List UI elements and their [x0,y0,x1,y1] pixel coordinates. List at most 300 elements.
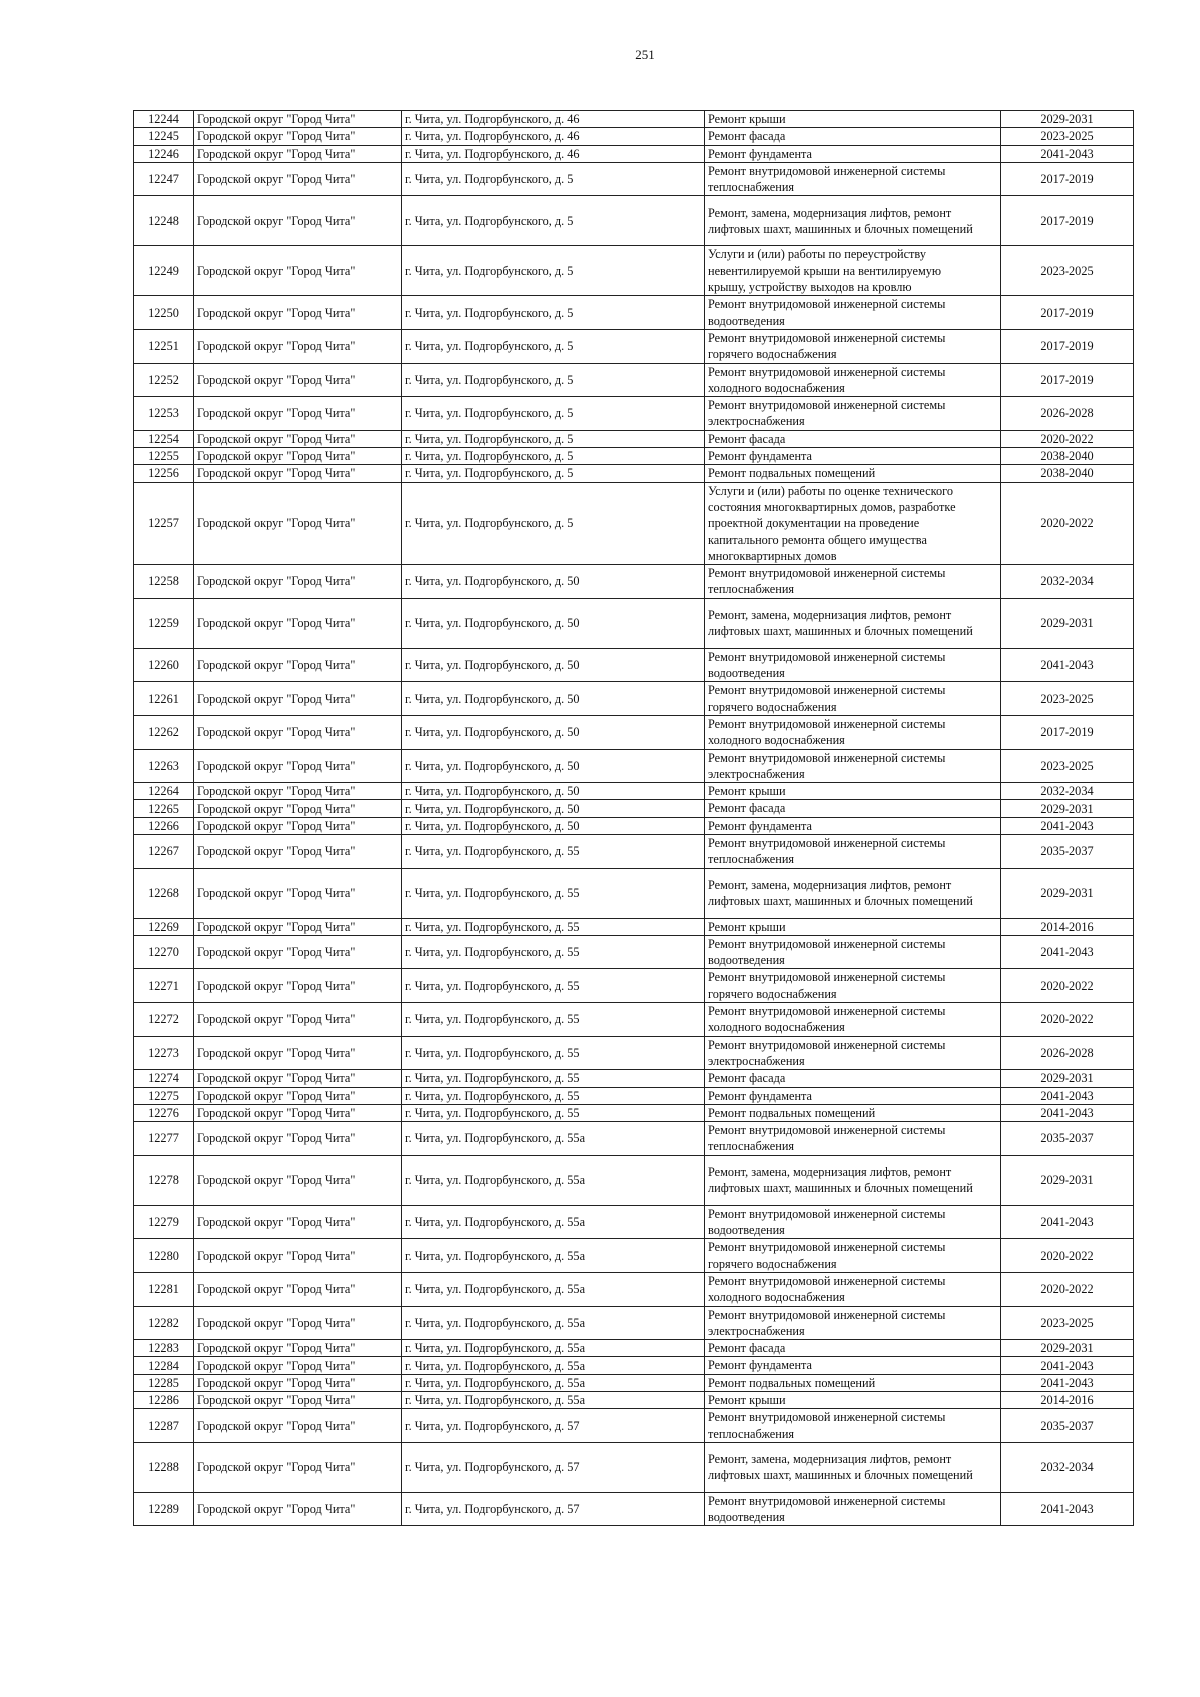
work-type-line: электроснабжения [708,1323,805,1338]
period-cell: 2041-2043 [1001,935,1134,969]
period-cell: 2026-2028 [1001,1036,1134,1070]
table-row [134,448,1134,465]
municipality-cell: Городской округ "Город Чита" [194,565,402,599]
work-type-line: Ремонт внутридомовой инженерной системы [708,683,946,698]
row-number: 12250 [134,296,194,330]
address-cell: г. Чита, ул. Подгорбунского, д. 50 [402,783,705,800]
address-cell: г. Чита, ул. Подгорбунского, д. 5 [402,296,705,330]
table-row [134,397,1134,431]
period-cell: 2026-2028 [1001,397,1134,431]
period-cell: 2038-2040 [1001,448,1134,465]
row-number: 12270 [134,935,194,969]
work-type-cell [705,1087,1001,1104]
work-type-cell [705,128,1001,145]
work-type-cell [705,1357,1001,1374]
work-type-cell [705,715,1001,749]
work-type-cell [705,1442,1001,1492]
period-cell: 2029-2031 [1001,800,1134,817]
table-row [134,145,1134,162]
municipality-cell: Городской округ "Город Чита" [194,196,402,246]
work-type-line: Ремонт подвальных помещений [708,466,876,481]
municipality-cell: Городской округ "Город Чита" [194,1374,402,1391]
row-number: 12251 [134,329,194,363]
municipality-cell: Городской округ "Город Чита" [194,598,402,648]
municipality-cell: Городской округ "Город Чита" [194,800,402,817]
row-number: 12249 [134,246,194,296]
table-row [134,1070,1134,1087]
work-type-line: Ремонт фундамента [708,449,813,464]
address-cell: г. Чита, ул. Подгорбунского, д. 55а [402,1205,705,1239]
work-type-cell [705,465,1001,482]
work-type-line: Ремонт подвальных помещений [708,1105,876,1120]
work-type-cell [705,482,1001,564]
work-type-cell [705,1239,1001,1273]
work-type-cell [705,918,1001,935]
address-cell: г. Чита, ул. Подгорбунского, д. 55 [402,1036,705,1070]
work-type-line: невентилируемой крыши на вентилируемую [708,263,942,278]
work-type-cell [705,969,1001,1003]
period-cell: 2020-2022 [1001,1272,1134,1306]
address-cell: г. Чита, ул. Подгорбунского, д. 5 [402,162,705,196]
period-cell: 2023-2025 [1001,749,1134,783]
work-type-line: Ремонт внутридомовой инженерной системы [708,1206,946,1221]
work-type-line: Ремонт внутридомовой инженерной системы [708,330,946,345]
municipality-cell: Городской округ "Город Чита" [194,1155,402,1205]
table-row [134,1374,1134,1391]
table-row [134,715,1134,749]
municipality-cell: Городской округ "Город Чита" [194,834,402,868]
work-type-line: Ремонт внутридомовой инженерной системы [708,970,946,985]
period-cell: 2041-2043 [1001,145,1134,162]
table-row [134,162,1134,196]
work-type-line: Ремонт внутридомовой инженерной системы [708,1493,946,1508]
period-cell: 2035-2037 [1001,1409,1134,1443]
work-type-cell [705,1340,1001,1357]
work-type-line: теплоснабжения [708,1426,795,1441]
row-number: 12265 [134,800,194,817]
municipality-cell: Городской округ "Город Чита" [194,1087,402,1104]
row-number: 12267 [134,834,194,868]
municipality-cell: Городской округ "Город Чита" [194,162,402,196]
work-type-cell [705,1306,1001,1340]
address-cell: г. Чита, ул. Подгорбунского, д. 55а [402,1155,705,1205]
table-row [134,969,1134,1003]
work-type-line: лифтовых шахт, машинных и блочных помещений [708,1468,973,1483]
period-cell: 2035-2037 [1001,834,1134,868]
municipality-cell: Городской округ "Город Чита" [194,682,402,716]
row-number: 12253 [134,397,194,431]
row-number: 12255 [134,448,194,465]
address-cell: г. Чита, ул. Подгорбунского, д. 5 [402,465,705,482]
work-type-line: теплоснабжения [708,1139,795,1154]
municipality-cell: Городской округ "Город Чита" [194,329,402,363]
address-cell: г. Чита, ул. Подгорбунского, д. 55а [402,1340,705,1357]
address-cell: г. Чита, ул. Подгорбунского, д. 57 [402,1442,705,1492]
work-type-cell [705,868,1001,918]
row-number: 12245 [134,128,194,145]
period-cell: 2035-2037 [1001,1122,1134,1156]
work-type-line: электроснабжения [708,766,805,781]
work-type-line: электроснабжения [708,1053,805,1068]
municipality-cell: Городской округ "Город Чита" [194,1122,402,1156]
address-cell: г. Чита, ул. Подгорбунского, д. 55 [402,1087,705,1104]
row-number: 12280 [134,1239,194,1273]
row-number: 12268 [134,868,194,918]
work-type-cell [705,145,1001,162]
period-cell: 2041-2043 [1001,1087,1134,1104]
table-row [134,868,1134,918]
table-row [134,1087,1134,1104]
table-row [134,1155,1134,1205]
address-cell: г. Чита, ул. Подгорбунского, д. 57 [402,1492,705,1526]
row-number: 12278 [134,1155,194,1205]
table-row [134,111,1134,128]
work-type-line: Услуги и (или) работы по переустройству [708,247,926,262]
work-type-cell [705,162,1001,196]
period-cell: 2020-2022 [1001,1003,1134,1037]
address-cell: г. Чита, ул. Подгорбунского, д. 5 [402,397,705,431]
work-type-line: лифтовых шахт, машинных и блочных помещений [708,894,973,909]
address-cell: г. Чита, ул. Подгорбунского, д. 55а [402,1374,705,1391]
period-cell: 2017-2019 [1001,196,1134,246]
work-type-cell [705,1070,1001,1087]
table-row [134,1357,1134,1374]
address-cell: г. Чита, ул. Подгорбунского, д. 55а [402,1272,705,1306]
table-row [134,598,1134,648]
municipality-cell: Городской округ "Город Чита" [194,363,402,397]
period-cell: 2017-2019 [1001,329,1134,363]
work-type-line: Ремонт внутридомовой инженерной системы [708,716,946,731]
period-cell: 2029-2031 [1001,598,1134,648]
table-row [134,1239,1134,1273]
municipality-cell: Городской округ "Город Чита" [194,918,402,935]
work-type-line: холодного водоснабжения [708,380,845,395]
work-type-line: капитального ремонта общего имущества [708,532,927,547]
work-type-line: Ремонт внутридомовой инженерной системы [708,364,946,379]
work-type-cell [705,682,1001,716]
work-type-cell [705,565,1001,599]
work-type-cell [705,1492,1001,1526]
work-type-line: Ремонт внутридомовой инженерной системы [708,1004,946,1019]
row-number: 12244 [134,111,194,128]
capital-repair-table [133,110,1134,1526]
work-type-line: Ремонт внутридомовой инженерной системы [708,1240,946,1255]
work-type-cell [705,111,1001,128]
work-type-line: Ремонт фасада [708,801,786,816]
work-type-line: Ремонт крыши [708,784,786,799]
municipality-cell: Городской округ "Город Чита" [194,1205,402,1239]
municipality-cell: Городской округ "Город Чита" [194,397,402,431]
work-type-line: крышу, устройству выходов на кровлю [708,280,912,295]
work-type-line: Ремонт внутридомовой инженерной системы [708,1123,946,1138]
municipality-cell: Городской округ "Город Чита" [194,128,402,145]
table-row [134,1306,1134,1340]
address-cell: г. Чита, ул. Подгорбунского, д. 5 [402,448,705,465]
table-row [134,1392,1134,1409]
address-cell: г. Чита, ул. Подгорбунского, д. 55а [402,1239,705,1273]
work-type-cell [705,598,1001,648]
work-type-line: Ремонт фундамента [708,1358,813,1373]
row-number: 12271 [134,969,194,1003]
period-cell: 2032-2034 [1001,783,1134,800]
row-number: 12262 [134,715,194,749]
municipality-cell: Городской округ "Город Чита" [194,1104,402,1121]
work-type-line: Ремонт внутридомовой инженерной системы [708,1410,946,1425]
table-row [134,246,1134,296]
table-row [134,1122,1134,1156]
municipality-cell: Городской округ "Город Чита" [194,1272,402,1306]
page-number: 251 [635,47,655,62]
row-number: 12258 [134,565,194,599]
address-cell: г. Чита, ул. Подгорбунского, д. 5 [402,329,705,363]
municipality-cell: Городской округ "Город Чита" [194,482,402,564]
table-row [134,482,1134,564]
work-type-line: водоотведения [708,1510,785,1525]
work-type-cell [705,1374,1001,1391]
municipality-cell: Городской округ "Город Чита" [194,448,402,465]
address-cell: г. Чита, ул. Подгорбунского, д. 50 [402,800,705,817]
address-cell: г. Чита, ул. Подгорбунского, д. 55а [402,1306,705,1340]
work-type-line: Ремонт внутридомовой инженерной системы [708,297,946,312]
period-cell: 2017-2019 [1001,162,1134,196]
address-cell: г. Чита, ул. Подгорбунского, д. 50 [402,682,705,716]
period-cell: 2029-2031 [1001,1155,1134,1205]
period-cell: 2041-2043 [1001,1357,1134,1374]
municipality-cell: Городской округ "Город Чита" [194,648,402,682]
row-number: 12263 [134,749,194,783]
table-row [134,834,1134,868]
address-cell: г. Чита, ул. Подгорбунского, д. 50 [402,749,705,783]
municipality-cell: Городской округ "Город Чита" [194,749,402,783]
work-type-line: Ремонт внутридомовой инженерной системы [708,750,946,765]
work-type-line: водоотведения [708,1223,785,1238]
row-number: 12254 [134,430,194,447]
municipality-cell: Городской округ "Город Чита" [194,1306,402,1340]
work-type-cell [705,363,1001,397]
address-cell: г. Чита, ул. Подгорбунского, д. 55 [402,969,705,1003]
address-cell: г. Чита, ул. Подгорбунского, д. 57 [402,1409,705,1443]
work-type-cell [705,1155,1001,1205]
row-number: 12283 [134,1340,194,1357]
table-row [134,1036,1134,1070]
period-cell: 2041-2043 [1001,1492,1134,1526]
work-type-line: Ремонт крыши [708,1393,786,1407]
work-type-line: холодного водоснабжения [708,1290,845,1305]
municipality-cell: Городской округ "Город Чита" [194,935,402,969]
period-cell: 2017-2019 [1001,715,1134,749]
address-cell: г. Чита, ул. Подгорбунского, д. 55 [402,834,705,868]
municipality-cell: Городской округ "Город Чита" [194,783,402,800]
period-cell: 2029-2031 [1001,111,1134,128]
period-cell: 2029-2031 [1001,1340,1134,1357]
address-cell: г. Чита, ул. Подгорбунского, д. 5 [402,430,705,447]
work-type-cell [705,749,1001,783]
period-cell: 2041-2043 [1001,1374,1134,1391]
table-row [134,1340,1134,1357]
work-type-line: Ремонт фасада [708,1071,786,1086]
municipality-cell: Городской округ "Город Чита" [194,1392,402,1409]
table-row [134,1003,1134,1037]
work-type-cell [705,1104,1001,1121]
row-number: 12277 [134,1122,194,1156]
table-row [134,800,1134,817]
work-type-line: электроснабжения [708,414,805,429]
period-cell: 2017-2019 [1001,363,1134,397]
municipality-cell: Городской округ "Город Чита" [194,430,402,447]
work-type-cell [705,783,1001,800]
work-type-line: водоотведения [708,953,785,968]
table-row [134,196,1134,246]
period-cell: 2020-2022 [1001,430,1134,447]
period-cell: 2032-2034 [1001,565,1134,599]
table-row [134,296,1134,330]
work-type-line: холодного водоснабжения [708,733,845,748]
municipality-cell: Городской округ "Город Чита" [194,465,402,482]
address-cell: г. Чита, ул. Подгорбунского, д. 55 [402,868,705,918]
row-number: 12273 [134,1036,194,1070]
municipality-cell: Городской округ "Город Чита" [194,868,402,918]
work-type-line: Ремонт подвальных помещений [708,1375,876,1390]
period-cell: 2038-2040 [1001,465,1134,482]
row-number: 12247 [134,162,194,196]
work-type-line: Ремонт, замена, модернизация лифтов, ремонт [708,205,952,220]
work-type-line: Ремонт, замена, модернизация лифтов, ремонт [708,877,952,892]
row-number: 12261 [134,682,194,716]
work-type-cell [705,648,1001,682]
table-row [134,1205,1134,1239]
table-row [134,1442,1134,1492]
work-type-cell [705,397,1001,431]
work-type-line: водоотведения [708,666,785,681]
row-number: 12264 [134,783,194,800]
row-number: 12272 [134,1003,194,1037]
table-row [134,430,1134,447]
address-cell: г. Чита, ул. Подгорбунского, д. 55 [402,1003,705,1037]
address-cell: г. Чита, ул. Подгорбунского, д. 55а [402,1122,705,1156]
municipality-cell: Городской округ "Город Чита" [194,1409,402,1443]
address-cell: г. Чита, ул. Подгорбунского, д. 50 [402,817,705,834]
row-number: 12259 [134,598,194,648]
work-type-cell [705,1003,1001,1037]
row-number: 12256 [134,465,194,482]
address-cell: г. Чита, ул. Подгорбунского, д. 55 [402,1104,705,1121]
work-type-line: Ремонт внутридомовой инженерной системы [708,1037,946,1052]
row-number: 12246 [134,145,194,162]
work-type-line: проектной документации на проведение [708,516,920,531]
municipality-cell: Городской округ "Город Чита" [194,715,402,749]
work-type-line: Ремонт внутридомовой инженерной системы [708,398,946,413]
table-row [134,682,1134,716]
work-type-line: многоквартирных домов [708,548,837,563]
work-type-line: горячего водоснабжения [708,347,837,362]
work-type-line: горячего водоснабжения [708,1256,837,1271]
municipality-cell: Городской округ "Город Чита" [194,296,402,330]
period-cell: 2041-2043 [1001,1205,1134,1239]
work-type-cell [705,246,1001,296]
table-row [134,648,1134,682]
period-cell: 2023-2025 [1001,1306,1134,1340]
work-type-line: Ремонт внутридомовой инженерной системы [708,163,946,178]
period-cell: 2041-2043 [1001,817,1134,834]
work-type-line: Услуги и (или) работы по оценке технического [708,483,953,498]
work-type-cell [705,1205,1001,1239]
address-cell: г. Чита, ул. Подгорбунского, д. 50 [402,715,705,749]
row-number: 12286 [134,1392,194,1409]
period-cell: 2029-2031 [1001,868,1134,918]
table-row [134,1104,1134,1121]
address-cell: г. Чита, ул. Подгорбунского, д. 50 [402,648,705,682]
row-number: 12257 [134,482,194,564]
period-cell: 2014-2016 [1001,1392,1134,1409]
table-row [134,1409,1134,1443]
address-cell: г. Чита, ул. Подгорбунского, д. 50 [402,565,705,599]
work-type-line: лифтовых шахт, машинных и блочных помещений [708,221,973,236]
period-cell: 2014-2016 [1001,918,1134,935]
table-row [134,565,1134,599]
work-type-cell [705,448,1001,465]
address-cell: г. Чита, ул. Подгорбунского, д. 55 [402,918,705,935]
work-type-cell [705,1122,1001,1156]
work-type-cell [705,329,1001,363]
work-type-line: теплоснабжения [708,852,795,867]
municipality-cell: Городской округ "Город Чита" [194,1442,402,1492]
table-row [134,749,1134,783]
work-type-line: Ремонт внутридомовой инженерной системы [708,936,946,951]
municipality-cell: Городской округ "Город Чита" [194,969,402,1003]
address-cell: г. Чита, ул. Подгорбунского, д. 5 [402,246,705,296]
work-type-cell [705,430,1001,447]
row-number: 12266 [134,817,194,834]
table-row [134,465,1134,482]
row-number: 12248 [134,196,194,246]
period-cell: 2020-2022 [1001,482,1134,564]
row-number: 12288 [134,1442,194,1492]
period-cell: 2023-2025 [1001,682,1134,716]
work-type-line: Ремонт внутридомовой инженерной системы [708,1273,946,1288]
table-row [134,817,1134,834]
work-type-cell [705,1272,1001,1306]
work-type-line: Ремонт крыши [708,919,786,934]
work-type-line: горячего водоснабжения [708,986,837,1001]
address-cell: г. Чита, ул. Подгорбунского, д. 46 [402,111,705,128]
work-type-line: Ремонт внутридомовой инженерной системы [708,566,946,581]
table-row [134,918,1134,935]
work-type-cell [705,1409,1001,1443]
work-type-line: теплоснабжения [708,180,795,195]
work-type-line: Ремонт, замена, модернизация лифтов, ремонт [708,1164,952,1179]
work-type-cell [705,834,1001,868]
table-row [134,1272,1134,1306]
work-type-cell [705,817,1001,834]
work-type-line: Ремонт фундамента [708,146,813,161]
table-row [134,935,1134,969]
municipality-cell: Городской округ "Город Чита" [194,817,402,834]
municipality-cell: Городской округ "Город Чита" [194,1003,402,1037]
row-number: 12276 [134,1104,194,1121]
address-cell: г. Чита, ул. Подгорбунского, д. 5 [402,482,705,564]
work-type-line: Ремонт внутридомовой инженерной системы [708,1307,946,1322]
table-row [134,329,1134,363]
table-row [134,783,1134,800]
row-number: 12269 [134,918,194,935]
work-type-line: Ремонт фасада [708,431,786,446]
municipality-cell: Городской округ "Город Чита" [194,111,402,128]
municipality-cell: Городской округ "Город Чита" [194,1239,402,1273]
work-type-line: состояния многоквартирных домов, разработке [708,499,956,514]
address-cell: г. Чита, ул. Подгорбунского, д. 55а [402,1357,705,1374]
row-number: 12287 [134,1409,194,1443]
work-type-line: Ремонт фасада [708,129,786,144]
